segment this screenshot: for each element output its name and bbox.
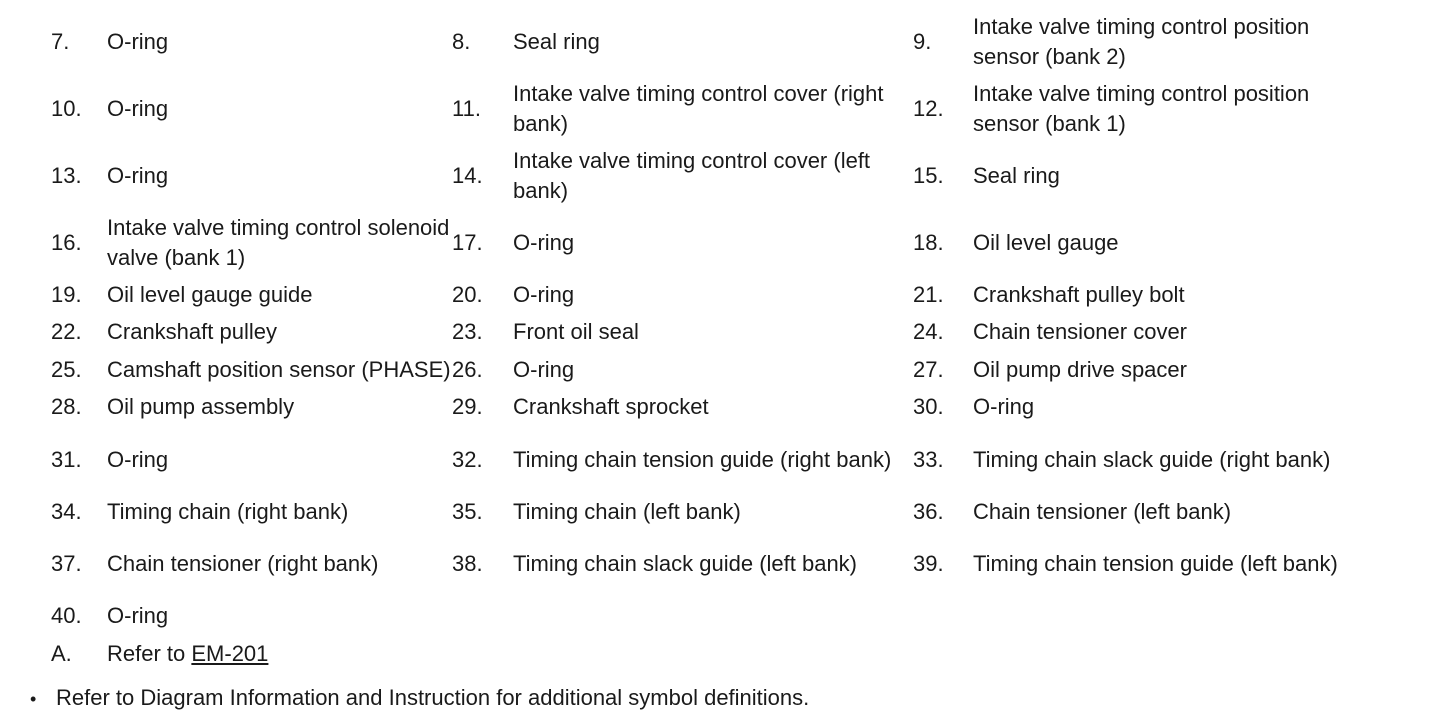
part-number: 23. [452,319,483,345]
part-name: Chain tensioner (right bank) [107,551,379,576]
part-name: O-ring [107,446,169,472]
part-name: Intake valve timing control cover (left bank) [513,147,871,203]
part-name: Seal ring [973,162,1060,188]
part-name: Oil pump assembly [107,394,295,420]
table-row [51,8,1353,75]
part-name: Timing chain (left bank) [513,498,741,524]
part-number: 19. [51,281,82,307]
table-row [51,209,1353,276]
part-name: Seal ring [513,28,600,54]
part-number: 27. [913,356,944,382]
em-201-link[interactable]: EM-201 [191,640,269,666]
part-number: 35. [452,498,483,524]
part-number: 30. [913,394,944,420]
table-row [51,598,1353,636]
part-number: 14. [452,162,483,188]
part-number: 40. [51,603,82,629]
table-row [51,493,1353,531]
part-number: 33. [913,446,944,472]
part-number: 36. [913,498,944,524]
part-name: Timing chain slack guide (left bank) [513,551,858,576]
part-number: 15. [913,162,944,188]
table-row [51,389,1353,427]
part-name: Oil level gauge [973,229,1119,255]
table-row [51,531,1353,598]
part-name: Chain tensioner (left bank) [973,498,1232,524]
part-number: 10. [51,95,82,121]
reference-letter: A. [51,640,72,666]
part-number: 16. [51,229,82,255]
part-number: 7. [51,28,70,54]
part-number: 34. [51,498,82,524]
part-name: Intake valve timing control solenoid valve (bank 1) [107,214,450,270]
part-number: 28. [51,394,82,420]
part-number: 39. [913,551,944,576]
part-name: O-ring [513,229,575,255]
part-name: Crankshaft pulley [107,319,277,345]
reference-prefix: Refer to [107,640,192,666]
part-number: 37. [51,551,82,576]
part-number: 26. [452,356,483,382]
part-number: 22. [51,319,82,345]
part-number: 17. [452,229,483,255]
reference-row [51,635,1353,673]
part-number: 32. [452,446,483,472]
part-number: 29. [452,394,483,420]
table-row [51,426,1353,493]
part-number: 24. [913,319,944,345]
part-number: 13. [51,162,82,188]
part-name: Timing chain tension guide (left bank) [973,551,1338,576]
part-number: 20. [452,281,483,307]
part-name: Crankshaft pulley bolt [973,281,1185,307]
part-name: Front oil seal [513,319,639,345]
part-number: 8. [452,28,471,54]
part-number: 31. [51,446,82,472]
table-row [51,351,1353,389]
part-name: O-ring [973,394,1035,420]
part-name: Intake valve timing control cover (right bank) [513,80,884,136]
part-name: Camshaft position sensor (PHASE) [107,356,451,382]
part-name: Oil pump drive spacer [973,356,1187,382]
parts-legend-table [51,8,1353,673]
part-name: O-ring [513,356,575,382]
part-name: Timing chain slack guide (right bank) [973,446,1331,472]
table-row [51,314,1353,352]
part-number: 9. [913,28,932,54]
part-name: O-ring [107,28,169,54]
table-row [51,276,1353,314]
part-number: 21. [913,281,944,307]
part-number: 11. [452,95,481,121]
part-name: O-ring [513,281,575,307]
part-name: Intake valve timing control position sensor (bank 2) [973,13,1310,69]
part-name: O-ring [107,95,169,121]
symbol-definitions-note [30,683,809,714]
part-name: Chain tensioner cover [973,319,1188,345]
part-name: Timing chain (right bank) [107,498,349,524]
part-name: Intake valve timing control position sensor (bank 1) [973,80,1310,136]
part-name: Oil level gauge guide [107,281,313,307]
part-name: O-ring [107,162,169,188]
part-name: O-ring [107,603,169,629]
part-name: Crankshaft sprocket [513,394,709,420]
part-number: 25. [51,356,82,382]
note-text: Refer to Diagram Information and Instruction for additional symbol definitions. [56,685,810,710]
reference-text [107,635,452,673]
part-name: Timing chain tension guide (right bank) [513,446,892,472]
part-number: 38. [452,551,483,576]
table-row [51,142,1353,209]
part-number: 12. [913,95,944,121]
part-number: 18. [913,229,944,255]
bullet-icon: • [30,689,37,709]
table-row [51,75,1353,142]
